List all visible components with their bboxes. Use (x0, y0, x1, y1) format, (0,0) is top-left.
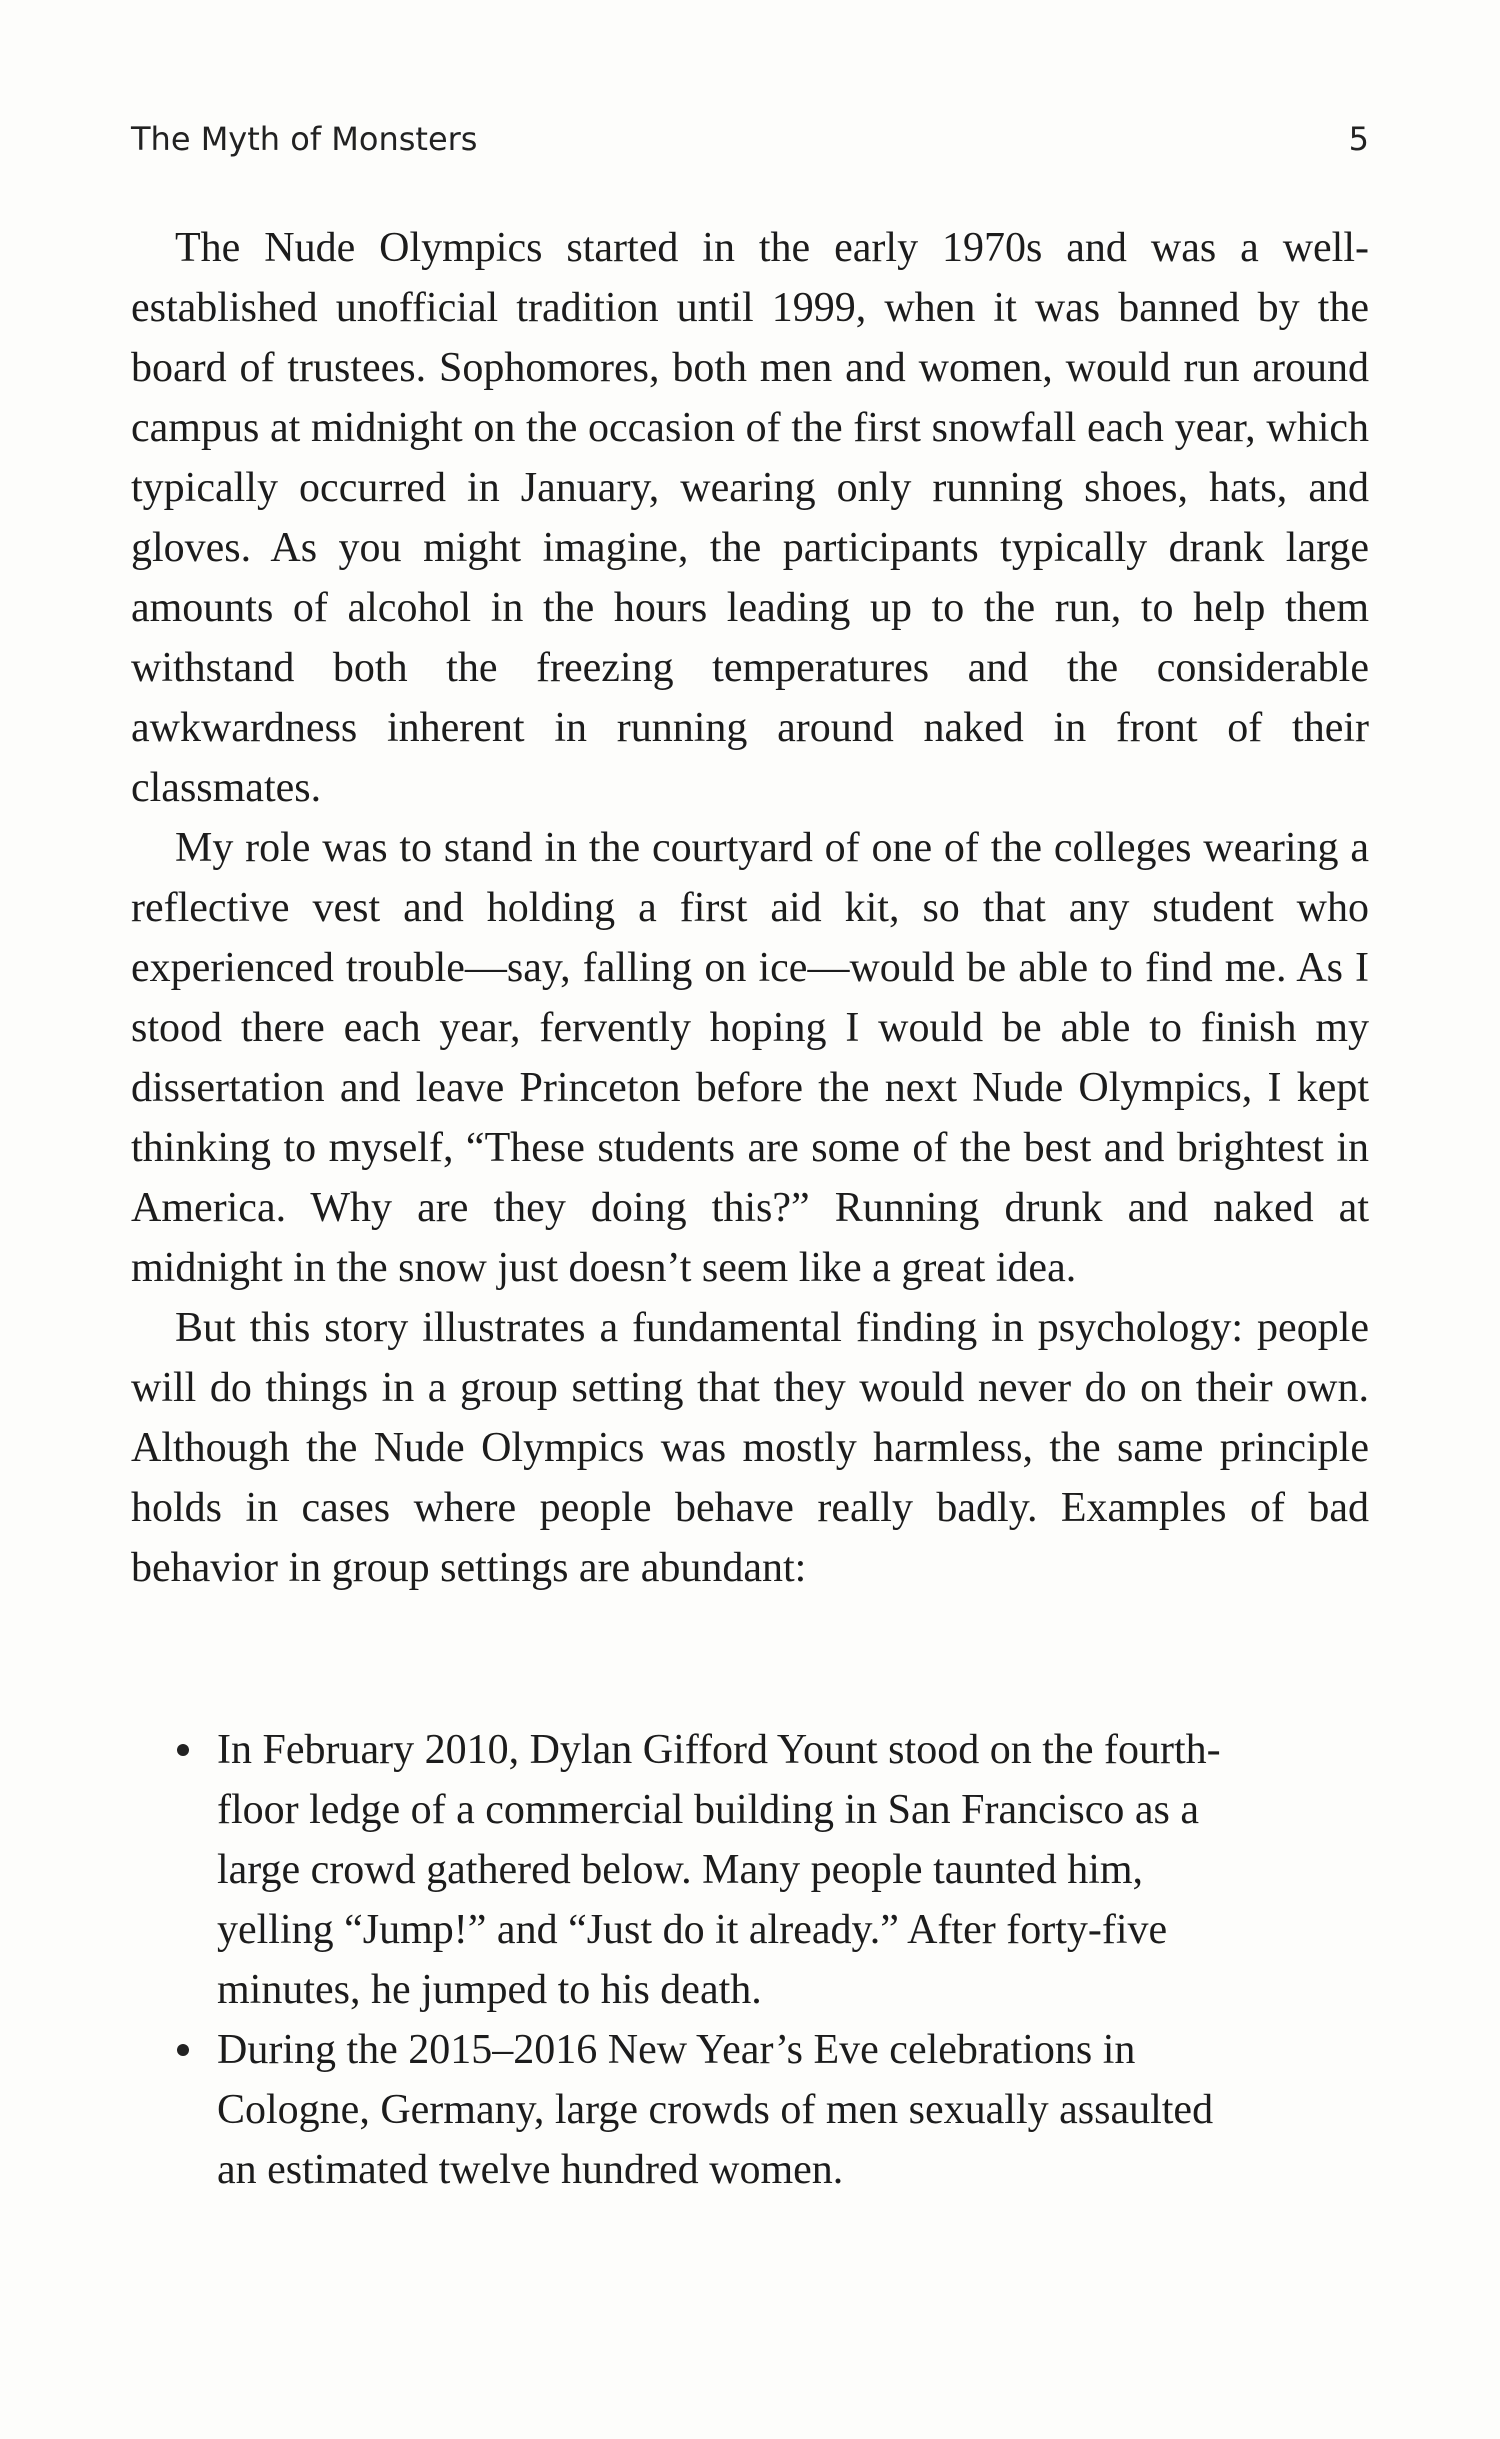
chapter-title: The Myth of Monsters (131, 120, 478, 158)
paragraph: But this story illustrates a fundamental finding in psychology: people will do things in a group setting that they would never do on their own. Although the Nude Olympics was mostly harmless, the same principle holds in cases where people behave really badly. Examples of bad behavior in group settings are abundant: (131, 1305, 1369, 1591)
paragraph: The Nude Olympics started in the early 1970s and was a well-established unofficial tradition until 1999, when it was banned by the board of trustees. Sophomores, both men and women, would run around campus at midnight on the occasion of the first snowfall each year, which typically occurred in January, wearing only running shoes, hats, and gloves. As you might imagine, the participants typically drank large amounts of alcohol in the hours leading up to the run, to help them withstand both the freezing temperatures and the considerable awkwardness inherent in running around naked in front of their classmates. (131, 225, 1369, 811)
paragraph: My role was to stand in the courtyard of one of the colleges wearing a reflective vest and holding a first aid kit, so that any student who experienced trouble—say, falling on ice—would be able to find me. As I stood there each year, fervently hoping I would be able to finish my dissertation and leave Princeton before the next Nude Olympics, I kept thinking to myself, “These students are some of the best and brightest in America. Why are they doing this?” Running drunk and naked at midnight in the snow just doesn’t seem like a great idea. (131, 825, 1369, 1291)
list-item (131, 1720, 1369, 2020)
bullet-icon (177, 2044, 189, 2056)
body-text (131, 218, 1369, 1598)
page-number: 5 (1348, 120, 1369, 158)
bullet-list (131, 1720, 1369, 2200)
bullet-icon (177, 1744, 189, 1756)
list-item (131, 2020, 1369, 2200)
running-head (131, 114, 1369, 164)
list-item-text: In February 2010, Dylan Gifford Yount stood on the fourth-floor ledge of a commercial building in San Francisco as a large crowd gathered below. Many people taunted him, yelling “Jump!” and “Just do it already.” After forty-five minutes, he jumped to his death. (217, 1727, 1221, 2013)
list-item-text: During the 2015–2016 New Year’s Eve celebrations in Cologne, Germany, large crowds of men sexually assaulted an estimated twelve hundred women. (217, 2027, 1214, 2193)
